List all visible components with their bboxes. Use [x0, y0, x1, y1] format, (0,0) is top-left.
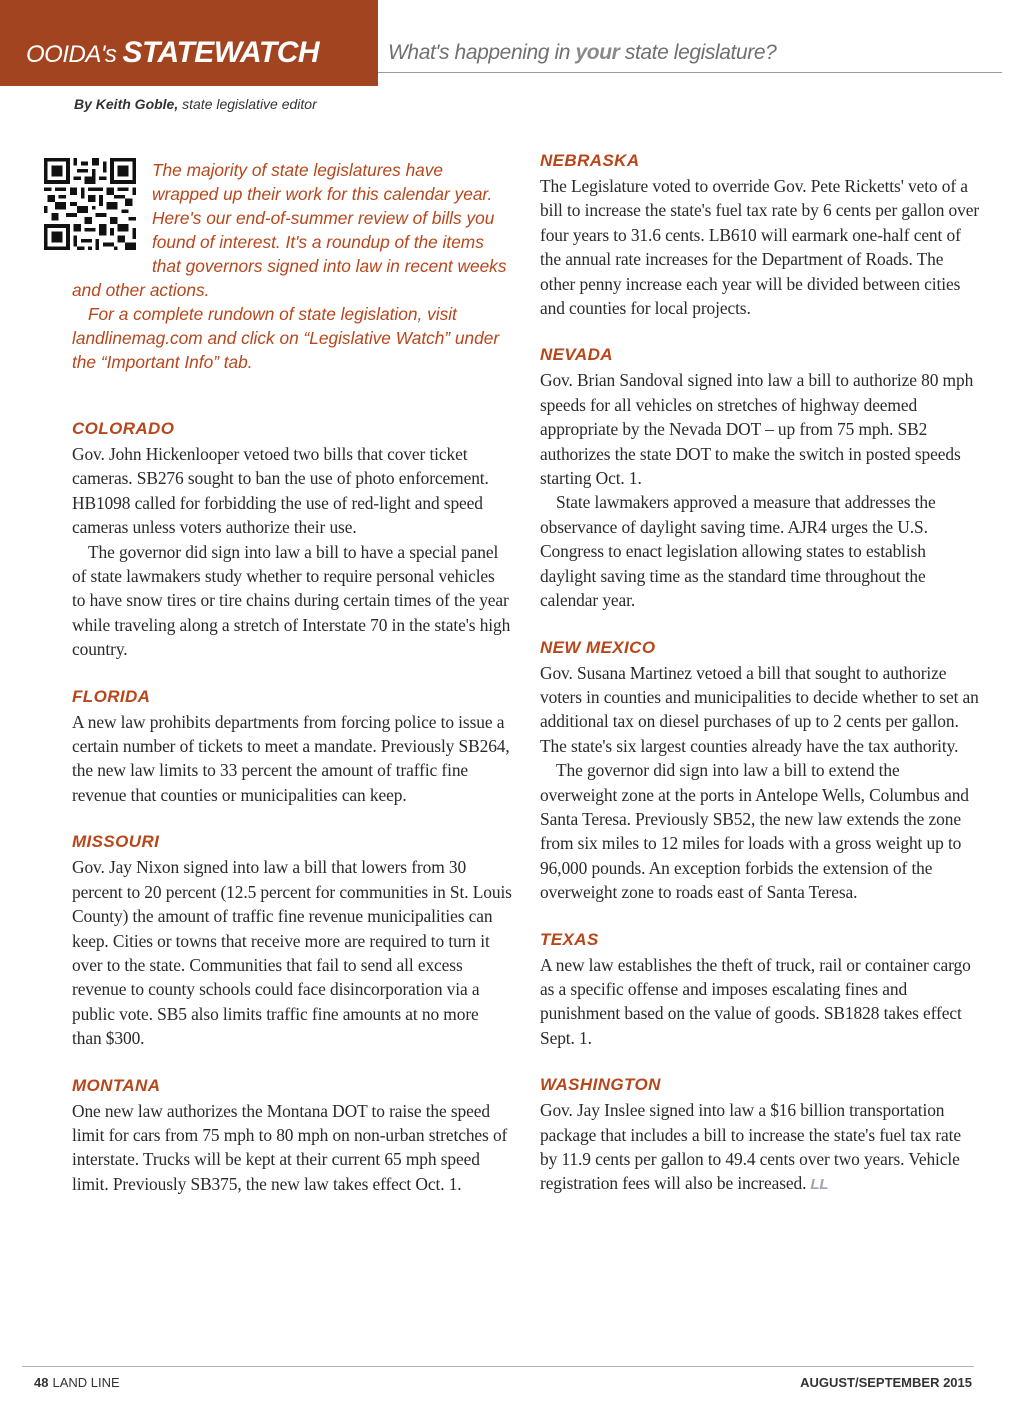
- section-paragraph-wrap: [540, 1098, 980, 1198]
- section-paragraph: Gov. John Hickenlooper vetoed two bills that cover ticket cameras. SB276 sought to ban the use of photo enforcement. HB1098 called for forbidding the use of red-light and speed cameras unless voters authorize their use.: [72, 444, 489, 538]
- issue-date: AUGUST/SEPTEMBER 2015: [800, 1375, 972, 1390]
- section-paragraph: A new law establishes the theft of truck, rail or container cargo as a specific offense and imposes escalating fines and punishment based on the value of goods. SB1828 takes effect Sept. 1.: [540, 954, 971, 1048]
- page-number: 48: [34, 1375, 49, 1390]
- section-nebraska: [540, 150, 980, 320]
- section-paragraph: Gov. Jay Inslee signed into law a $16 billion transportation package that includes a bill to increase the state's fuel tax rate by 11.9 cents per gallon to 49.4 cents over two years. Vehicle registration fees will also be increased.: [540, 1100, 961, 1194]
- left-column: [72, 418, 512, 1220]
- section-paragraph: Gov. Jay Nixon signed into law a bill that lowers from 30 percent to 20 percent (12.5 percent for communities in St. Louis County) the amount of traffic fine revenue municipalities can keep. Cities or towns that receive more are required to turn it over to the state. Communities that fail to send all excess revenue to county schools could face disincorporation via a public vote. SB5 also limits traffic fine amounts at no more than $300.: [72, 857, 512, 1049]
- section-paragraph: Gov. Brian Sandoval signed into law a bill to authorize 80 mph speeds for all vehicles on stretches of highway deemed appropriate by the Nevada DOT – up from 75 mph. SB2 authorizes the state DOT to make the switch in posted speeds starting Oct. 1.: [540, 370, 974, 489]
- section-texas: [540, 929, 980, 1051]
- tagline-emphasis: your: [575, 41, 620, 64]
- masthead-name: STATEWATCH: [122, 36, 320, 69]
- header-rule: [378, 72, 1002, 73]
- tagline-pre: What's happening in: [388, 41, 576, 64]
- section-missouri: [72, 831, 512, 1050]
- section-heading: NEBRASKA: [540, 151, 640, 170]
- section-heading: COLORADO: [72, 419, 175, 438]
- section-paragraph: The governor did sign into law a bill to extend the overweight zone at the ports in Antelope Wells, Columbus and Santa Teresa. Previously SB52, the new law extends the zone from six miles to 12 miles for loads with a gross weight up to 96,000 pounds. An exception forbids the extension of the overweight zone to roads east of Santa Teresa.: [540, 760, 969, 903]
- header-brand-tab: [0, 0, 378, 86]
- section-heading: NEVADA: [540, 345, 613, 365]
- section-washington: [540, 1074, 980, 1198]
- section-montana: [72, 1075, 512, 1197]
- intro-block: [72, 158, 512, 374]
- section-heading: FLORIDA: [72, 686, 151, 706]
- intro-paragraph: The majority of state legislatures have wrapped up their work for this calendar year. Here's our end-of-summer review of bills you found of interest. It's a roundup of the items that governors signed into law in recent weeks and other actions.: [72, 160, 507, 300]
- section-heading: TEXAS: [540, 929, 599, 949]
- masthead-title: [26, 36, 319, 72]
- folio: [34, 1375, 120, 1390]
- byline-role: state legislative editor: [178, 96, 317, 112]
- section-heading: MISSOURI: [72, 832, 160, 852]
- section-heading: MONTANA: [72, 1075, 161, 1095]
- section-colorado: [72, 418, 512, 662]
- publication-name: LAND LINE: [52, 1375, 120, 1390]
- footer-rule: [22, 1366, 974, 1367]
- right-column: [540, 150, 980, 1222]
- header-tagline: [388, 41, 776, 71]
- section-nevada: [540, 344, 980, 612]
- byline: [74, 96, 317, 112]
- section-new-mexico: [540, 637, 980, 905]
- section-paragraph: State lawmakers approved a measure that addresses the observance of daylight saving time. AJR4 urges the U.S. Congress to enact legislation allowing states to establish daylight saving time as the standard time throughout the calendar year.: [540, 492, 936, 611]
- section-heading: NEW MEXICO: [540, 637, 656, 657]
- qr-spacer: [72, 158, 152, 278]
- section-paragraph: The governor did sign into law a bill to have a special panel of state lawmakers study whether to require personal vehicles to have snow tires or tire chains during certain times of the year while traveling along a stretch of Interstate 70 in the state's high country.: [72, 541, 511, 660]
- section-paragraph: Gov. Susana Martinez vetoed a bill that sought to authorize voters in counties and municipalities to decide whether to set an additional tax on diesel purchases of up to 2 cents per gallon. The state's six largest counties already have the tax authority.: [540, 662, 979, 756]
- section-paragraph: A new law prohibits departments from forcing police to issue a certain number of tickets to meet a mandate. Previously SB264, the new law limits to 33 percent the amount of traffic fine revenue that counties or municipalities can keep.: [72, 711, 510, 805]
- section-paragraph: The Legislature voted to override Gov. Pete Ricketts' veto of a bill to increase the state's fuel tax rate by 6 cents per gallon over four years to 31.6 cents. LB610 will earmark one-half cent of the annual rate increases for the Department of Roads. The other penny increase each year will be divided between cities and counties for local projects.: [540, 176, 980, 319]
- intro-paragraph-link: For a complete rundown of state legislation, visit landlinemag.com and click on “Legislative Watch” under the “Important Info” tab.: [72, 304, 500, 372]
- masthead-org: OOIDA's: [26, 41, 117, 68]
- byline-author: By Keith Goble,: [74, 96, 179, 112]
- section-florida: [72, 686, 512, 808]
- tagline-post: state legislature?: [619, 41, 777, 64]
- end-mark: LL: [810, 1176, 829, 1194]
- section-heading: WASHINGTON: [540, 1075, 661, 1095]
- section-paragraph: One new law authorizes the Montana DOT to raise the speed limit for cars from 75 mph to 80 mph on non-urban stretches of interstate. Trucks will be kept at their current 65 mph speed limit. Previously SB375, the new law takes effect Oct. 1.: [72, 1100, 508, 1194]
